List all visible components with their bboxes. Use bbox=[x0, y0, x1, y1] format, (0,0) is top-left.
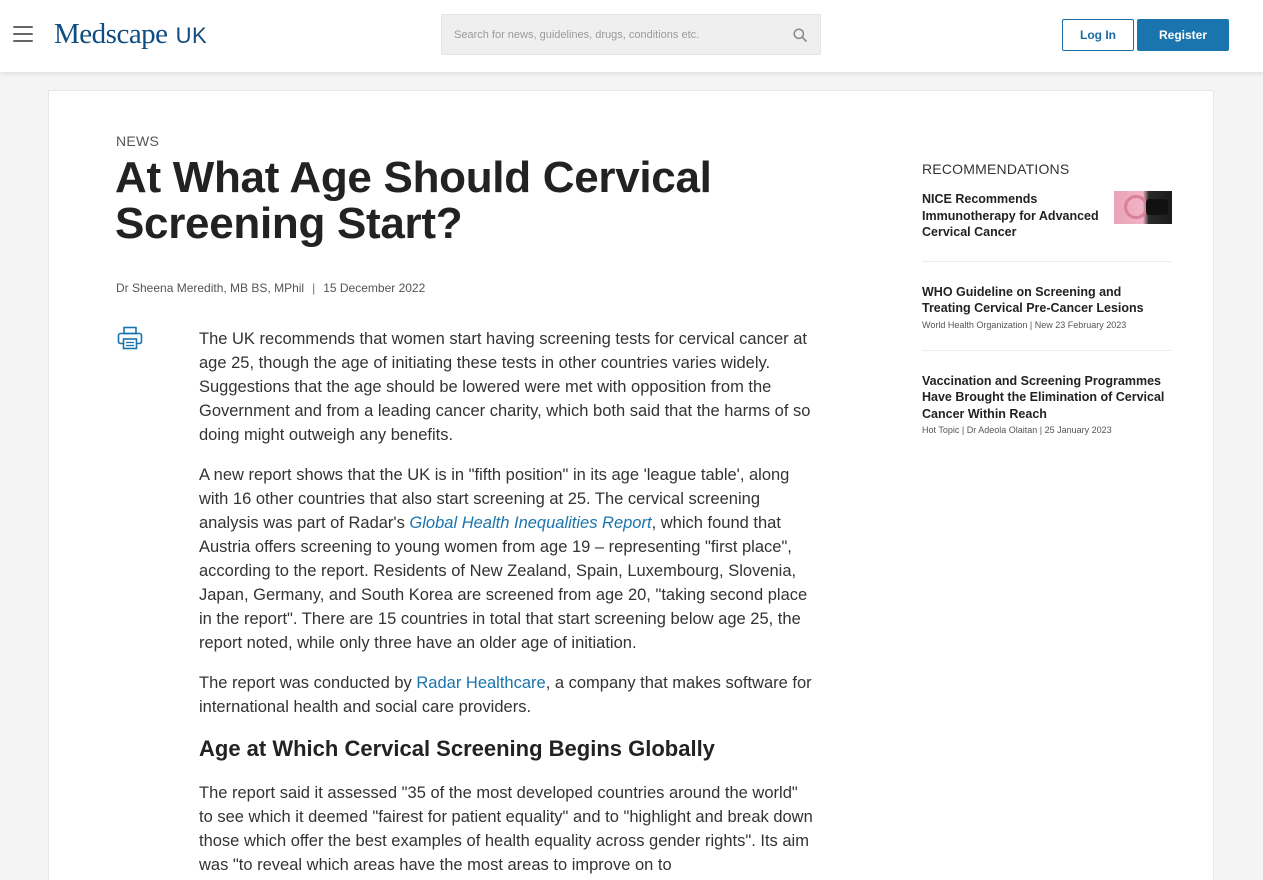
article-author[interactable]: Dr Sheena Meredith, MB BS, MPhil bbox=[116, 281, 305, 295]
paragraph-text: A new report shows that the UK is in "fifth position" in its age 'league table', along with 16 other countries that also start screening at 25. The cervical screening analysis was part of Radar's bbox=[199, 466, 790, 532]
hamburger-menu-icon[interactable] bbox=[13, 26, 33, 44]
radar-healthcare-link[interactable]: Radar Healthcare bbox=[416, 674, 546, 692]
login-button[interactable]: Log In bbox=[1062, 19, 1134, 51]
recommendations-sidebar bbox=[922, 161, 1172, 477]
section-heading: Age at Which Cervical Screening Begins Globally bbox=[199, 736, 715, 761]
recommendation-title[interactable]: Vaccination and Screening Programmes Have Brought the Elimination of Cervical Cancer Within Reach bbox=[922, 373, 1165, 421]
awareness-ribbon-icon bbox=[1124, 195, 1148, 219]
recommendation-title[interactable]: NICE Recommends Immunotherapy for Advanced Cervical Cancer bbox=[922, 192, 1099, 239]
recommendation-item bbox=[922, 373, 1172, 456]
article-date: 15 December 2022 bbox=[323, 281, 426, 295]
search-bar bbox=[441, 14, 821, 55]
printer-icon[interactable] bbox=[117, 326, 143, 350]
paragraph-text: , a company that makes software for international health and social care providers. bbox=[199, 674, 812, 716]
article-paragraph-4: The report said it assessed "35 of the most developed countries around the world" to see which it deemed "fairest for patient equality" and to "highlight and break down those which offer the best examples of health equality across gender rights". Its aim was "to reveal which areas have the most areas to improve on to bbox=[199, 784, 813, 874]
article-card bbox=[48, 90, 1214, 880]
recommendation-meta: Hot Topic | Dr Adeola Olaitan | 25 January 2023 bbox=[922, 425, 1112, 435]
recommendation-item bbox=[922, 284, 1172, 351]
article-title: At What Age Should Cervical Screening Start? bbox=[115, 153, 712, 248]
article-paragraph-1: The UK recommends that women start having screening tests for cervical cancer at age 25, though the age of initiating these tests in other countries varies widely. Suggestions that the age should be lowered were met with opposition from the Government and from a leading cancer charity, which both said that the harms of so doing might outweigh any benefits. bbox=[199, 330, 811, 444]
article-paragraph-3 bbox=[199, 671, 813, 719]
recommendation-item bbox=[922, 191, 1172, 262]
register-button[interactable]: Register bbox=[1137, 19, 1229, 51]
global-health-inequalities-report-link[interactable]: Global Health Inequalities Report bbox=[409, 514, 652, 532]
recommendation-thumbnail[interactable] bbox=[1114, 191, 1172, 224]
paragraph-text: The report was conducted by bbox=[199, 674, 417, 692]
byline-separator: | bbox=[312, 281, 316, 295]
article-body bbox=[199, 327, 813, 880]
article-paragraph-2 bbox=[199, 463, 813, 655]
tag-icon bbox=[1146, 199, 1168, 215]
recommendations-heading: RECOMMENDATIONS bbox=[922, 161, 1070, 177]
search-input[interactable] bbox=[442, 15, 780, 54]
article-byline bbox=[116, 281, 425, 295]
recommendation-meta: World Health Organization | New 23 February 2023 bbox=[922, 319, 1127, 330]
recommendation-title[interactable]: WHO Guideline on Screening and Treating Cervical Pre-Cancer Lesions bbox=[922, 284, 1144, 315]
logo-region: UK bbox=[175, 23, 208, 48]
site-header bbox=[0, 0, 1263, 72]
logo-wordmark: Medscape bbox=[54, 18, 168, 50]
article-kicker: NEWS bbox=[116, 133, 160, 149]
search-icon[interactable] bbox=[780, 15, 820, 54]
paragraph-text: , which found that Austria offers screening to young women from age 19 – representing "first place", according to the report. Residents of New Zealand, Spain, Luxembourg, Slovenia, Japan, Germany, and South Korea are screened from age 20, "taking second place in the report". There are 15 countries in total that start screening below age 25, the report noted, while only three have an older age of initiation. bbox=[199, 514, 808, 652]
site-logo[interactable] bbox=[54, 18, 207, 54]
